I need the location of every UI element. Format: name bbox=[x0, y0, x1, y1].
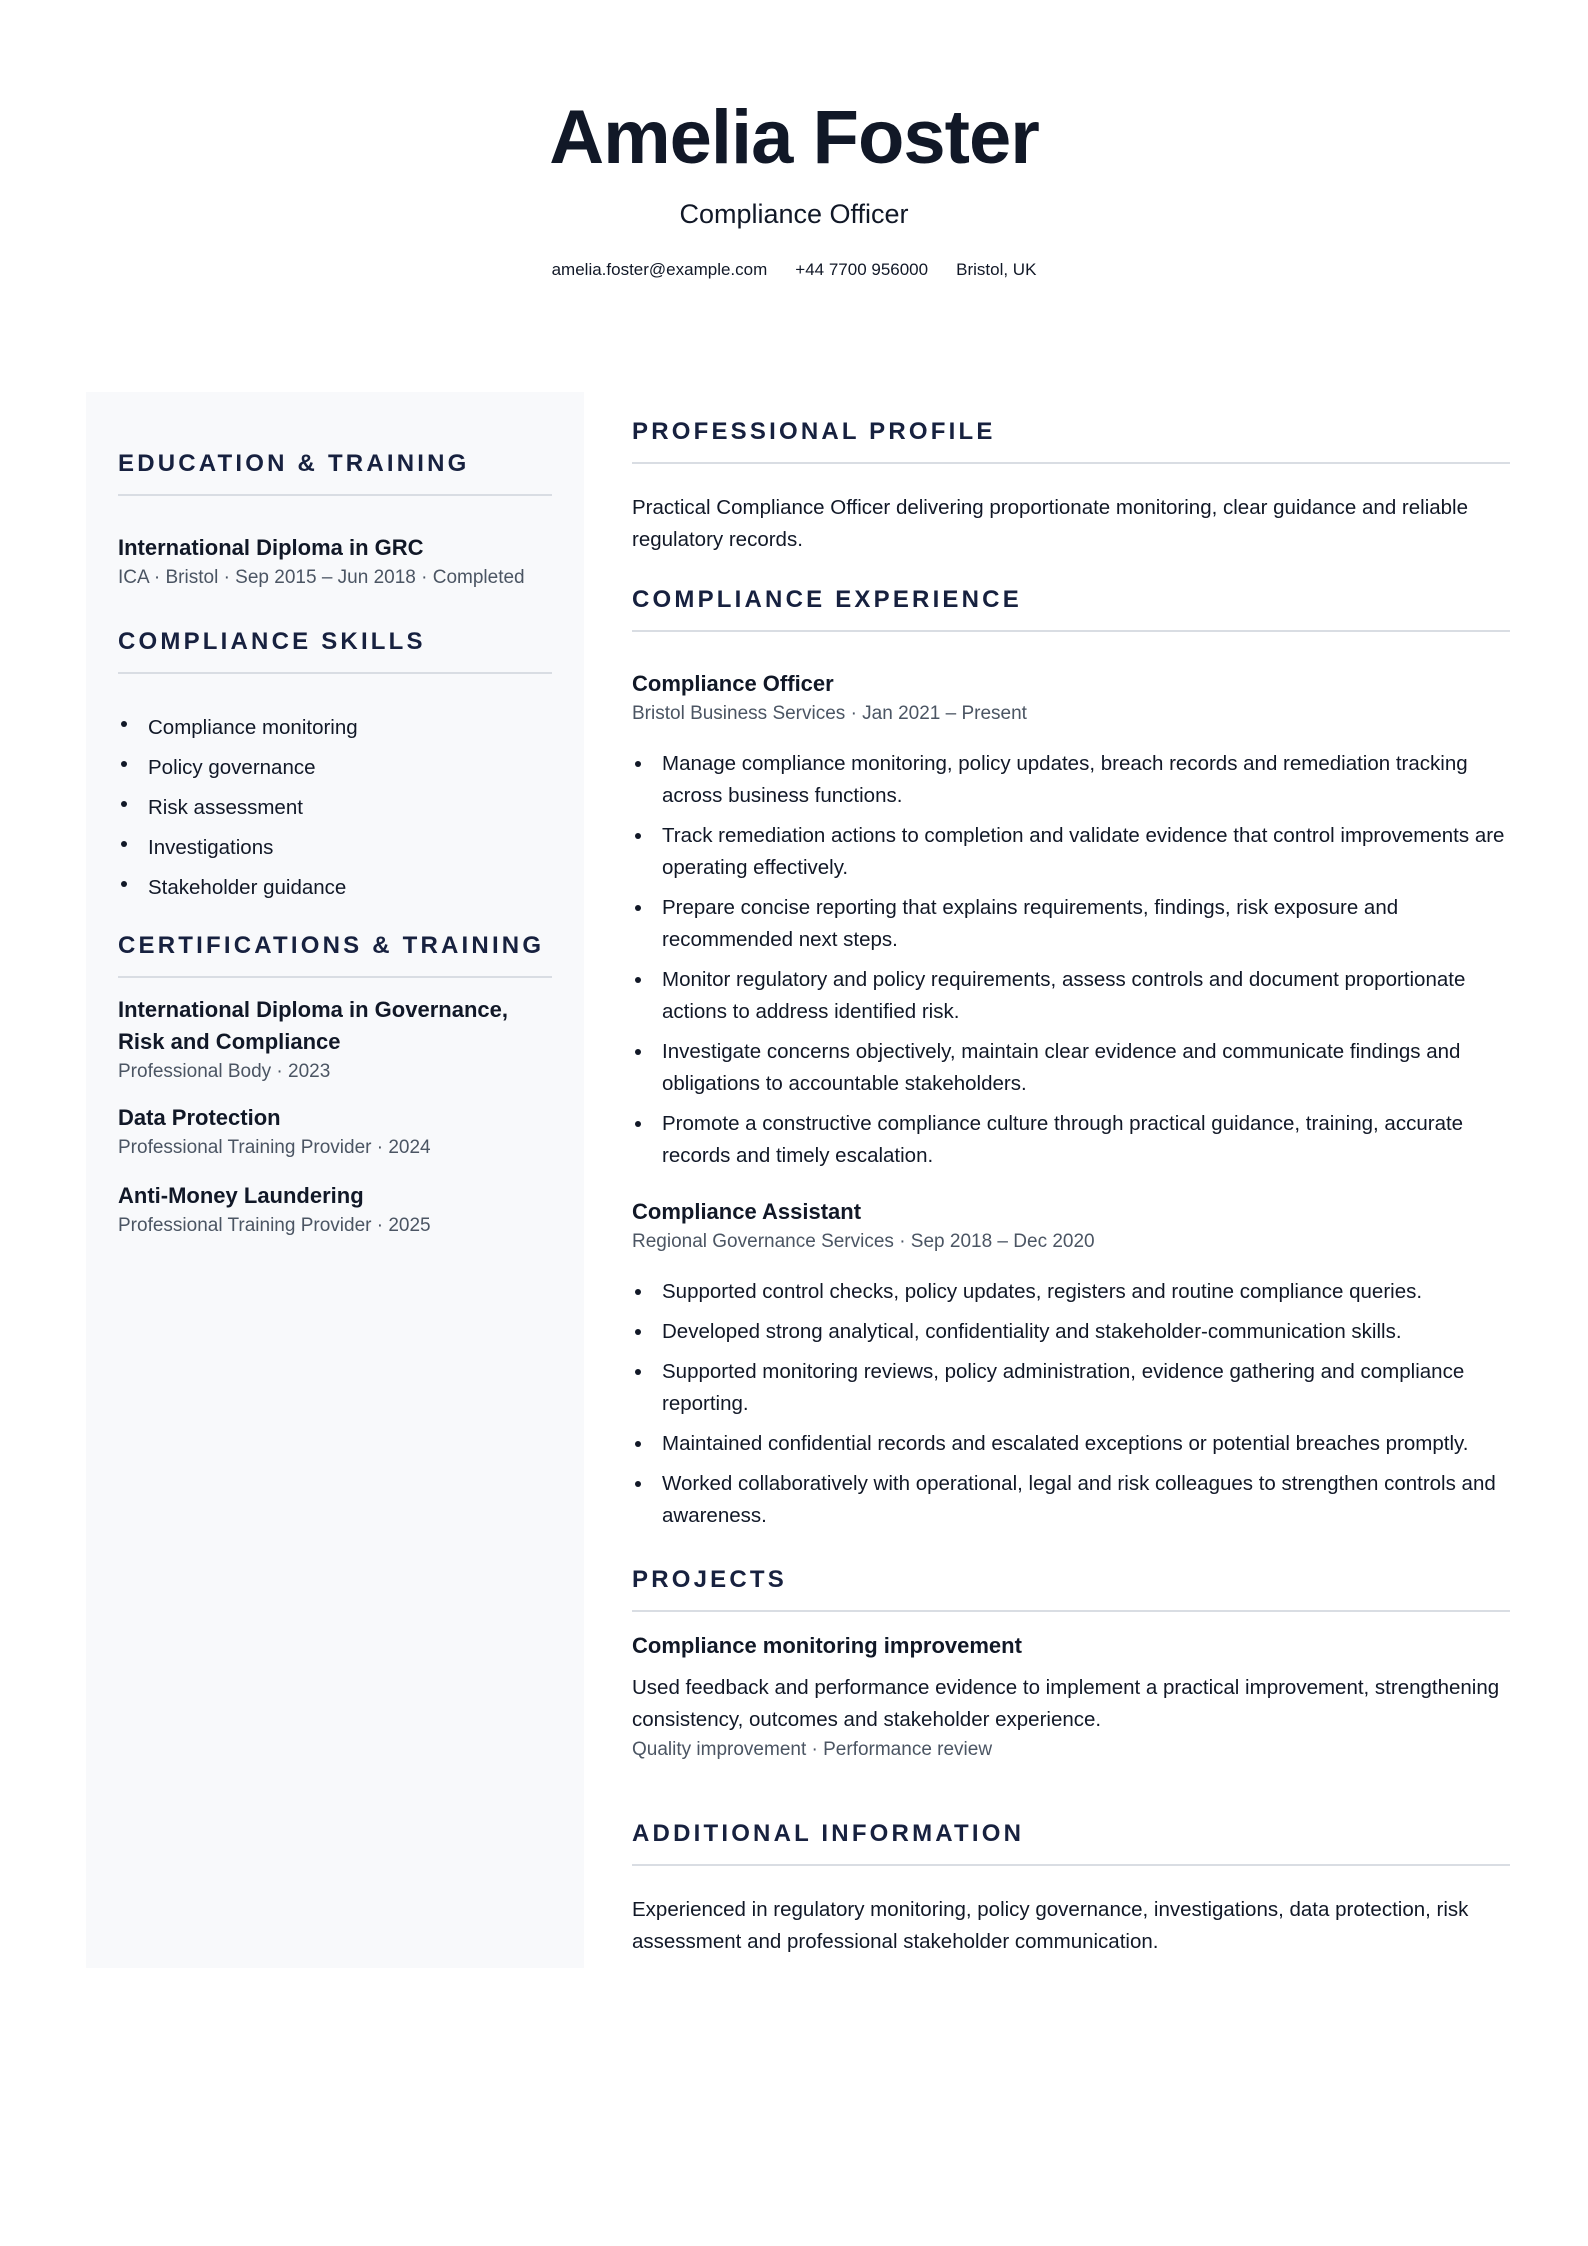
list-item: Risk assessment bbox=[118, 788, 552, 828]
list-item: Policy governance bbox=[118, 748, 552, 788]
experience-section bbox=[632, 584, 1510, 616]
education-item bbox=[118, 532, 552, 592]
contact-line bbox=[0, 258, 1588, 282]
contact-location: Bristol, UK bbox=[956, 260, 1037, 279]
skills-heading: COMPLIANCE SKILLS bbox=[118, 628, 426, 655]
education-section bbox=[118, 448, 552, 480]
certification-name: Data Protection bbox=[118, 1105, 281, 1130]
education-divider bbox=[118, 494, 552, 496]
additional-section bbox=[632, 1818, 1510, 1850]
certification-item bbox=[118, 994, 552, 1086]
profile-text: Practical Compliance Officer delivering proportionate monitoring, clear guidance and reliable regulatory records. bbox=[632, 496, 1469, 551]
projects-divider bbox=[632, 1610, 1510, 1612]
project-tags: Quality improvement · Performance review bbox=[632, 1739, 993, 1760]
candidate-name: Amelia Foster bbox=[549, 95, 1039, 180]
list-item: Prepare concise reporting that explains requirements, findings, risk exposure and recommended next steps. bbox=[632, 892, 1510, 956]
education-item-meta: ICA · Bristol · Sep 2015 – Jun 2018 · Completed bbox=[118, 567, 525, 588]
skills-section bbox=[118, 626, 552, 658]
projects-heading: PROJECTS bbox=[632, 1566, 787, 1593]
candidate-role: Compliance Officer bbox=[679, 199, 909, 229]
certification-meta: Professional Body · 2023 bbox=[118, 1061, 331, 1082]
certifications-heading: CERTIFICATIONS & TRAINING bbox=[118, 932, 545, 959]
certification-item bbox=[118, 1180, 552, 1240]
certification-meta: Professional Training Provider · 2024 bbox=[118, 1137, 431, 1158]
list-item: Track remediation actions to completion and validate evidence that control improvements are operating effectively. bbox=[632, 820, 1510, 884]
projects-section bbox=[632, 1564, 1510, 1596]
list-item: Manage compliance monitoring, policy updates, breach records and remediation tracking across business functions. bbox=[632, 748, 1510, 812]
additional-text: Experienced in regulatory monitoring, policy governance, investigations, data protection, risk assessment and professional stakeholder communication. bbox=[632, 1898, 1469, 1953]
education-item-name: International Diploma in GRC bbox=[118, 535, 424, 560]
job-meta: Bristol Business Services · Jan 2021 – Present bbox=[632, 703, 1027, 724]
experience-heading: COMPLIANCE EXPERIENCE bbox=[632, 586, 1022, 613]
list-item: Maintained confidential records and escalated exceptions or potential breaches promptly. bbox=[632, 1428, 1510, 1460]
list-item: Supported control checks, policy updates, registers and routine compliance queries. bbox=[632, 1276, 1510, 1308]
certification-name: Anti-Money Laundering bbox=[118, 1183, 364, 1208]
skills-list bbox=[118, 708, 552, 908]
job-entry bbox=[632, 1196, 1510, 1532]
job-role: Compliance Assistant bbox=[632, 1199, 862, 1224]
list-item: Worked collaboratively with operational, legal and risk colleagues to strengthen controls and awareness. bbox=[632, 1468, 1510, 1532]
experience-divider bbox=[632, 630, 1510, 632]
certifications-section bbox=[118, 930, 552, 962]
project-description: Used feedback and performance evidence to implement a practical improvement, strengthening consistency, outcomes and stakeholder experience. bbox=[632, 1676, 1500, 1731]
list-item: Investigations bbox=[118, 828, 552, 868]
profile-heading: PROFESSIONAL PROFILE bbox=[632, 418, 996, 445]
list-item: Stakeholder guidance bbox=[118, 868, 552, 908]
certification-item bbox=[118, 1102, 552, 1162]
additional-heading: ADDITIONAL INFORMATION bbox=[632, 1820, 1025, 1847]
project-item bbox=[632, 1630, 1510, 1764]
certification-name-line1: International Diploma in Governance, bbox=[118, 997, 508, 1022]
list-item: Developed strong analytical, confidentiality and stakeholder-communication skills. bbox=[632, 1316, 1510, 1348]
project-name: Compliance monitoring improvement bbox=[632, 1633, 1022, 1658]
job-entry bbox=[632, 668, 1510, 1172]
job-role: Compliance Officer bbox=[632, 671, 834, 696]
job-meta: Regional Governance Services · Sep 2018 – Dec 2020 bbox=[632, 1231, 1095, 1252]
additional-divider bbox=[632, 1864, 1510, 1866]
list-item: Monitor regulatory and policy requirements, assess controls and document proportionate actions to address identified risk. bbox=[632, 964, 1510, 1028]
profile-section bbox=[632, 416, 1510, 448]
list-item: Compliance monitoring bbox=[118, 708, 552, 748]
list-item: Supported monitoring reviews, policy administration, evidence gathering and compliance reporting. bbox=[632, 1356, 1510, 1420]
skills-divider bbox=[118, 672, 552, 674]
job-bullets bbox=[632, 748, 1510, 1172]
education-heading: EDUCATION & TRAINING bbox=[118, 450, 470, 477]
list-item: Promote a constructive compliance culture through practical guidance, training, accurate records and timely escalation. bbox=[632, 1108, 1510, 1172]
profile-divider bbox=[632, 462, 1510, 464]
contact-email[interactable]: amelia.foster@example.com bbox=[551, 260, 768, 279]
certification-meta: Professional Training Provider · 2025 bbox=[118, 1215, 431, 1236]
certifications-divider bbox=[118, 976, 552, 978]
job-bullets bbox=[632, 1276, 1510, 1532]
list-item: Investigate concerns objectively, maintain clear evidence and communicate findings and obligations to accountable stakeholders. bbox=[632, 1036, 1510, 1100]
certification-name-line2: Risk and Compliance bbox=[118, 1029, 341, 1054]
contact-phone[interactable]: +44 7700 956000 bbox=[795, 260, 929, 279]
sidebar bbox=[86, 392, 584, 1968]
